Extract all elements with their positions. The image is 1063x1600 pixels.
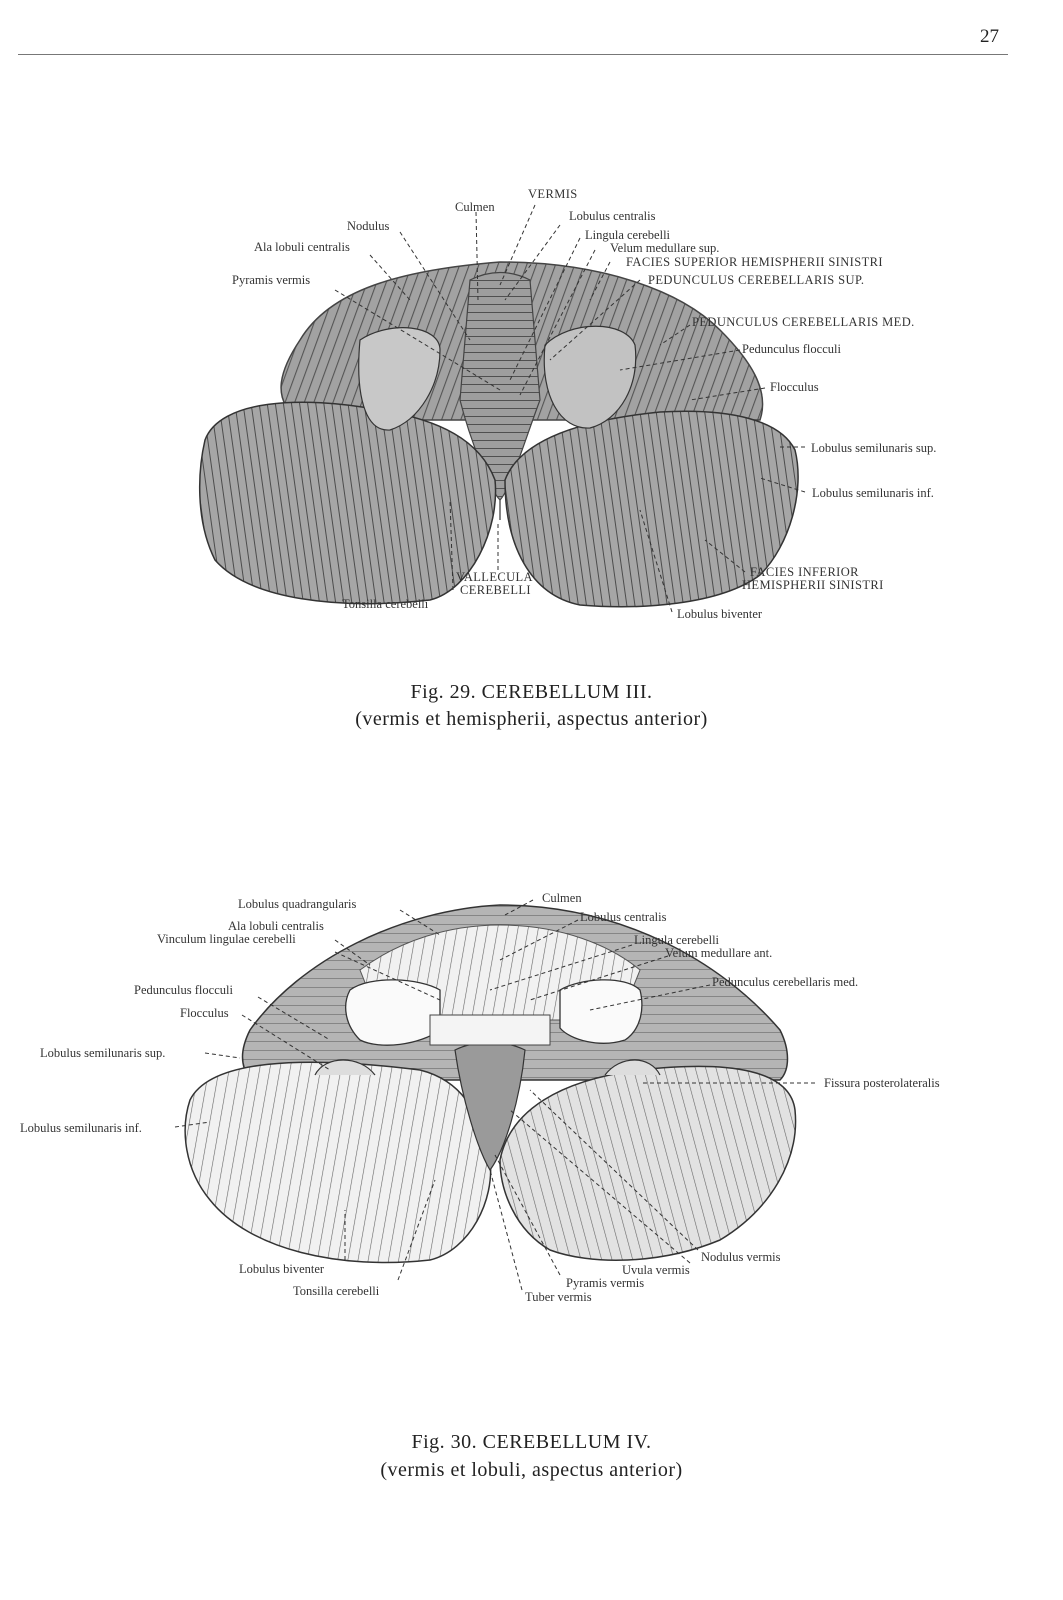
figure-30 [0,870,1063,1340]
label-lobulus-semilunaris-inf: Lobulus semilunaris inf. [20,1121,142,1135]
label-fissura-posterolateralis: Fissura posterolateralis [824,1076,940,1090]
label-vermis: VERMIS [528,187,578,201]
label-pyramis-vermis: Pyramis vermis [232,273,311,287]
label-pedunculus-cerebellaris-med: PEDUNCULUS CEREBELLARIS MED. [692,315,915,329]
label-lobulus-biventer: Lobulus biventer [239,1262,325,1276]
label-lobulus-semilunaris-sup: Lobulus semilunaris sup. [40,1046,166,1060]
label-vallecula-line2: CEREBELLI [460,583,531,597]
label-culmen: Culmen [455,200,495,214]
label-pyramis-vermis: Pyramis vermis [566,1276,645,1290]
label-flocculus: Flocculus [180,1006,229,1020]
label-vallecula-line1: VALLECULA [456,570,533,584]
label-lingula-cerebelli: Lingula cerebelli [585,228,671,242]
label-lobulus-quadrangularis: Lobulus quadrangularis [238,897,357,911]
label-culmen: Culmen [542,891,582,905]
label-pedunculus-flocculi: Pedunculus flocculi [134,983,233,997]
label-tonsilla-cerebelli: Tonsilla cerebelli [293,1284,380,1298]
label-facies-inferior-line1: FACIES INFERIOR [750,565,859,579]
label-pedunculus-flocculi: Pedunculus flocculi [742,342,841,356]
label-lobulus-biventer: Lobulus biventer [677,607,763,621]
label-lobulus-centralis: Lobulus centralis [569,209,656,223]
label-lobulus-semilunaris-sup: Lobulus semilunaris sup. [811,441,937,455]
label-pedunculus-cerebellaris-med: Pedunculus cerebellaris med. [712,975,859,989]
label-nodulus-vermis: Nodulus vermis [701,1250,781,1264]
label-lingula-cerebelli: Lingula cerebelli [634,933,720,947]
label-uvula-vermis: Uvula vermis [622,1263,690,1277]
label-pedunculus-cerebellaris-sup: PEDUNCULUS CEREBELLARIS SUP. [648,273,865,287]
label-ala-lobuli-centralis: Ala lobuli centralis [228,919,324,933]
label-velum-medullare-sup: Velum medullare sup. [610,241,720,255]
page-number: 27 [980,26,999,47]
label-flocculus: Flocculus [770,380,819,394]
figure-30-caption-title: Fig. 30. CEREBELLUM IV. [411,1431,652,1453]
figure-30-caption-subtitle: (vermis et lobuli, aspectus anterior) [380,1459,683,1481]
label-velum-medullare-ant: Velum medullare ant. [665,946,773,960]
label-facies-superior: FACIES SUPERIOR HEMISPHERII SINISTRI [626,255,883,269]
label-tonsilla-cerebelli: Tonsilla cerebelli [342,597,429,611]
figure-29-caption-subtitle: (vermis et hemispherii, aspectus anterior) [355,708,708,730]
label-lobulus-semilunaris-inf: Lobulus semilunaris inf. [812,486,934,500]
cerebellum-iii-illustration [0,0,1063,740]
label-nodulus: Nodulus [347,219,390,233]
label-lobulus-centralis: Lobulus centralis [580,910,667,924]
figure-29-caption-title: Fig. 29. CEREBELLUM III. [410,681,653,703]
label-ala-lobuli-centralis: Ala lobuli centralis [254,240,350,254]
figure-29 [0,0,1063,740]
label-tuber-vermis: Tuber vermis [525,1290,592,1304]
label-vinculum-lingulae: Vinculum lingulae cerebelli [157,932,296,946]
label-facies-inferior-line2: HEMISPHERII SINISTRI [742,578,884,592]
